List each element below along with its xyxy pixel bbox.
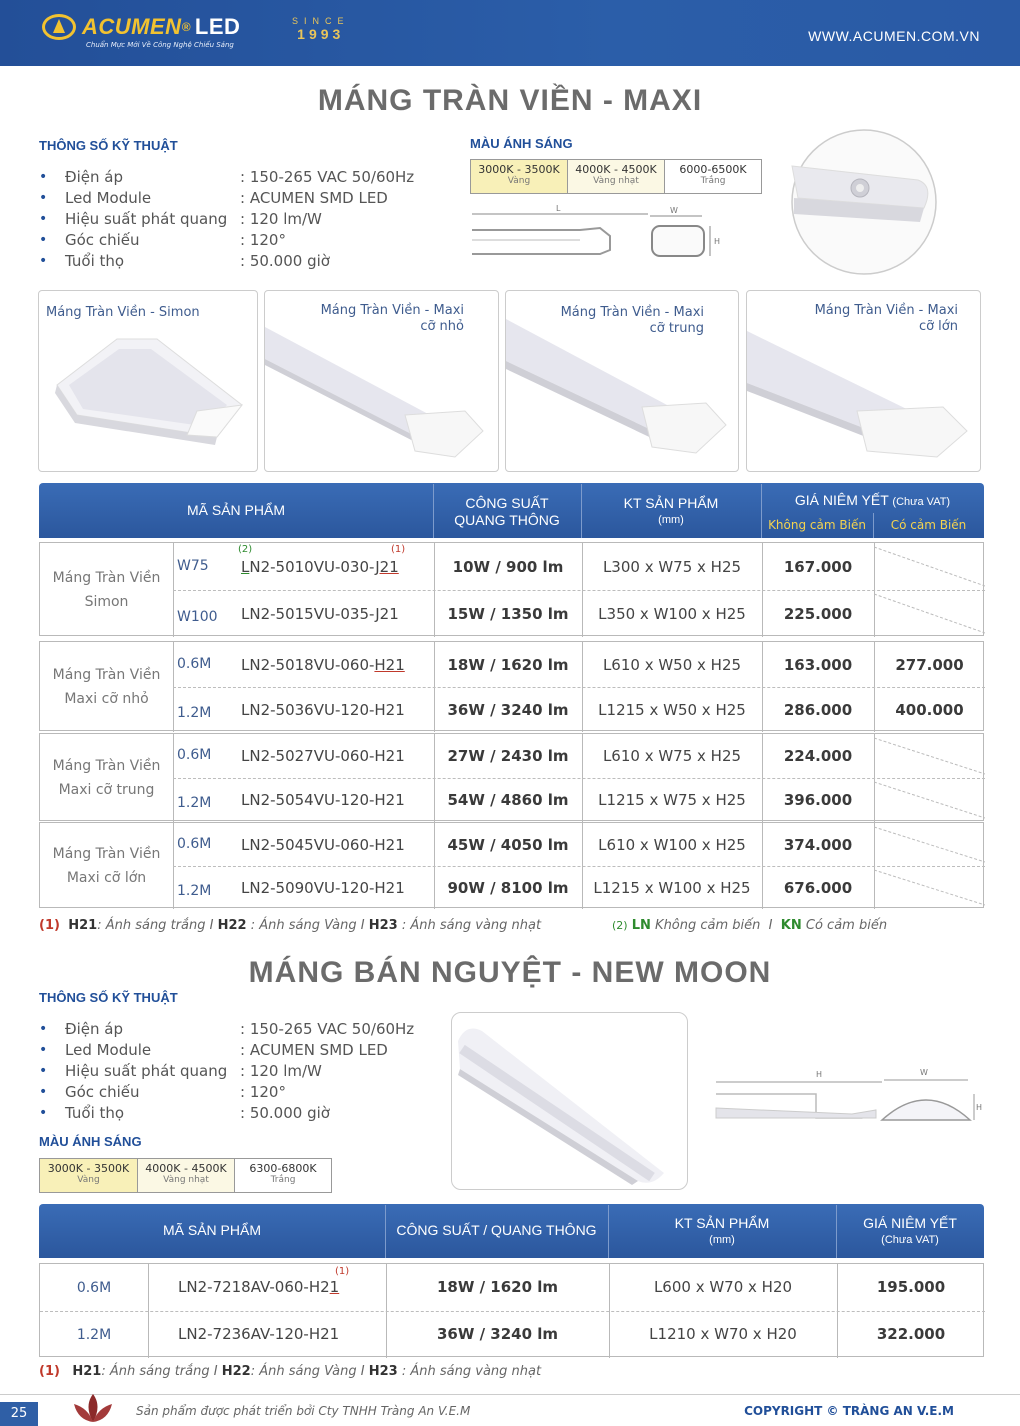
bullet-icon: • bbox=[39, 210, 48, 227]
footnote-marker: (1) bbox=[391, 543, 406, 555]
website-link[interactable]: WWW.ACUMEN.COM.VN bbox=[808, 28, 980, 44]
footnote-marker: (1) bbox=[335, 1266, 350, 1277]
spec-value: : 150-265 VAC 50/60Hz bbox=[240, 1020, 415, 1039]
color-swatch: 4000K - 4500K Vàng nhạt bbox=[138, 1159, 235, 1192]
product-card-maxi-small[interactable]: Máng Tràn Viền - Maxi cỡ nhỏ bbox=[264, 290, 499, 472]
size-variant: W100 bbox=[177, 608, 218, 625]
cell-price: 396.000 bbox=[783, 791, 853, 809]
maxi-small-lamp-image bbox=[265, 291, 499, 472]
spec-row bbox=[39, 167, 414, 188]
col-header-size: KT SẢN PHẨM (mm) bbox=[623, 495, 719, 526]
cell-power: 54W / 4860 lm bbox=[447, 791, 569, 809]
page-number: 25 bbox=[0, 1402, 38, 1426]
cell-power: 18W / 1620 lm bbox=[447, 655, 569, 674]
product-group-name: Máng Tràn Viền Maxi cỡ nhỏ bbox=[52, 667, 161, 707]
product-group bbox=[39, 542, 984, 636]
nm-col-header-size: KT SẢN PHẨM (mm) bbox=[674, 1215, 770, 1246]
sensor-closeup-image bbox=[788, 126, 940, 278]
spec-row bbox=[39, 250, 414, 271]
acumen-logo-icon bbox=[42, 14, 76, 40]
bullet-icon: • bbox=[39, 1021, 48, 1038]
product-code: LN2-5018VU-060-H21 bbox=[241, 655, 405, 674]
cell-price: 224.000 bbox=[783, 747, 853, 765]
color-swatch: 6300-6800K Trắng bbox=[235, 1159, 331, 1192]
spec-row bbox=[39, 1040, 414, 1061]
side-profile-shape bbox=[472, 228, 610, 254]
maxi-title: MÁNG TRÀN VIỀN - MAXI bbox=[317, 84, 703, 117]
product-group bbox=[39, 733, 984, 821]
cell-dim: L1215 x W75 x H25 bbox=[598, 791, 746, 809]
bullet-icon: • bbox=[39, 231, 48, 248]
empty-cell-slash bbox=[874, 590, 985, 637]
size-variant: 1.2M bbox=[177, 795, 212, 811]
cell-price: 374.000 bbox=[783, 835, 853, 854]
nm-col-header-code: MÃ SẢN PHẨM bbox=[162, 1222, 261, 1238]
cell-price-sensor: 277.000 bbox=[895, 655, 964, 674]
size-variant: W75 bbox=[177, 557, 209, 574]
cell-power: 18W / 1620 lm bbox=[436, 1278, 559, 1296]
product-code: LN2-5036VU-120-H21 bbox=[241, 700, 405, 719]
spec-row bbox=[39, 229, 414, 250]
footer-credit: Sản phẩm được phát triển bởi Cty TNHH Tràng An V.E.M bbox=[136, 1404, 471, 1418]
cell-dim: L1210 x W70 x H20 bbox=[649, 1325, 797, 1343]
dim-label-l: L bbox=[556, 204, 561, 213]
maxi-color-heading: MÀU ÁNH SÁNG bbox=[470, 136, 573, 151]
product-code: LN2-7218AV-060-H21 bbox=[178, 1278, 340, 1296]
dim-label-w: W bbox=[670, 206, 678, 215]
product-group-name: Máng Tràn Viền Maxi cỡ trung bbox=[52, 758, 161, 798]
cell-dim: L610 x W50 x H25 bbox=[602, 655, 742, 674]
spec-label: Điện áp bbox=[65, 1020, 124, 1039]
product-code: LN2-7236AV-120-H21 bbox=[178, 1325, 340, 1343]
product-card-maxi-large[interactable]: Máng Tràn Viền - Maxi cỡ lớn bbox=[746, 290, 981, 472]
spec-label: Điện áp bbox=[65, 168, 124, 187]
spec-label: Hiệu suất phát quang bbox=[65, 1061, 228, 1080]
spec-label: Tuổi thọ bbox=[65, 251, 125, 270]
cell-price: 322.000 bbox=[876, 1325, 946, 1343]
brand-logo: ACUMEN ® LED Chuẩn Mực Mới Về Công Nghệ Chiếu Sáng bbox=[42, 14, 240, 49]
product-code: LN2-5045VU-060-H21 bbox=[241, 835, 405, 854]
bullet-icon: • bbox=[39, 169, 48, 186]
product-code: LN2-5015VU-035-J21 bbox=[241, 604, 399, 623]
cell-power: 90W / 8100 lm bbox=[447, 878, 569, 897]
maxi-spec-list bbox=[39, 167, 414, 271]
cell-dim: L600 x W70 x H20 bbox=[653, 1278, 793, 1296]
newmoon-product-image-card[interactable] bbox=[451, 1012, 688, 1190]
color-swatch: 6000-6500K Trắng bbox=[665, 160, 761, 193]
brand-tagline: Chuẩn Mực Mới Về Công Nghệ Chiếu Sáng bbox=[86, 41, 234, 49]
bullet-icon: • bbox=[39, 1083, 48, 1100]
footer-copyright: COPYRIGHT © TRÀNG AN V.E.M bbox=[744, 1404, 954, 1418]
spec-value: : ACUMEN SMD LED bbox=[240, 1041, 388, 1060]
empty-cell-slash bbox=[874, 778, 985, 822]
cell-dim: L350 x W100 x H25 bbox=[598, 604, 746, 623]
cell-dim: L1215 x W100 x H25 bbox=[593, 878, 751, 897]
col-header-price: GIÁ NIÊM YẾT (Chưa VAT) bbox=[794, 492, 951, 508]
nm-dim-label-h-top: H bbox=[816, 1070, 823, 1079]
nm-dim-label-h: H bbox=[976, 1103, 982, 1112]
maxi-table-header bbox=[39, 483, 984, 538]
product-code: LN2-5090VU-120-H21 bbox=[241, 878, 405, 897]
cell-power: 10W / 900 lm bbox=[452, 557, 564, 576]
spec-row bbox=[39, 1061, 414, 1082]
cell-price: 676.000 bbox=[783, 878, 853, 897]
newmoon-color-swatches bbox=[39, 1158, 332, 1193]
product-group-name: Máng Tràn Viền Maxi cỡ lớn bbox=[52, 846, 161, 886]
spec-row bbox=[39, 188, 414, 209]
size-variant: 1.2M bbox=[76, 1327, 112, 1343]
cell-dim: L610 x W75 x H25 bbox=[602, 747, 742, 765]
color-swatch: 3000K - 3500K Vàng bbox=[40, 1159, 138, 1192]
product-card-simon[interactable]: Máng Tràn Viền - Simon bbox=[38, 290, 258, 472]
spec-label: Góc chiếu bbox=[65, 1082, 140, 1101]
cell-power: 27W / 2430 lm bbox=[447, 747, 569, 765]
cell-power: 36W / 3240 lm bbox=[436, 1325, 559, 1343]
maxi-large-lamp-image bbox=[747, 291, 981, 472]
footnote-marker: (2) bbox=[238, 543, 253, 555]
col-header-power: CÔNG SUẤT QUANG THÔNG bbox=[454, 495, 560, 528]
brand-suffix: LED bbox=[194, 14, 241, 39]
cell-dim: L300 x W75 x H25 bbox=[602, 557, 742, 576]
maxi-note-light-color: (1) H21: Ánh sáng trắng I H22 : Ánh sáng Vàng I H23 : Ánh sáng vàng nhạt bbox=[39, 918, 542, 933]
page-header bbox=[0, 0, 1020, 66]
spec-value: : 120° bbox=[240, 230, 286, 249]
cell-price: 225.000 bbox=[783, 604, 853, 623]
col-header-no-sensor: Không cảm Biến bbox=[768, 518, 866, 532]
product-group-name: Máng Tràn Viền Simon bbox=[52, 570, 161, 610]
cell-price-sensor: 400.000 bbox=[895, 700, 964, 719]
cell-price: 195.000 bbox=[876, 1278, 946, 1296]
empty-cell-slash bbox=[874, 543, 985, 590]
cell-power: 45W / 4050 lm bbox=[447, 835, 569, 854]
product-code: LN2-5010VU-030-J21 bbox=[241, 557, 399, 576]
size-variant: 0.6M bbox=[177, 835, 212, 852]
spec-label: Led Module bbox=[65, 189, 152, 208]
lotus-logo-icon bbox=[66, 1390, 120, 1426]
col-header-sensor: Có cảm Biến bbox=[890, 518, 967, 532]
bullet-icon: • bbox=[39, 1042, 48, 1059]
cell-price: 167.000 bbox=[783, 557, 853, 576]
footer-divider bbox=[0, 1394, 1020, 1395]
spec-value: : 120 lm/W bbox=[240, 209, 322, 228]
spec-row bbox=[39, 1019, 414, 1040]
spec-value: : 50.000 giờ bbox=[240, 1103, 330, 1122]
cell-power: 15W / 1350 lm bbox=[447, 604, 569, 623]
product-card-maxi-medium[interactable]: Máng Tràn Viền - Maxi cỡ trung bbox=[505, 290, 739, 472]
empty-cell-slash bbox=[874, 823, 985, 866]
spec-row bbox=[39, 1081, 414, 1102]
product-group bbox=[39, 822, 984, 908]
newmoon-dimension-drawing bbox=[712, 1064, 982, 1128]
since-badge: SINCE 1993 bbox=[292, 16, 350, 42]
bullet-icon: • bbox=[39, 252, 48, 269]
bullet-icon: • bbox=[39, 1104, 48, 1121]
newmoon-lamp-image bbox=[452, 1013, 688, 1190]
size-variant: 0.6M bbox=[76, 1280, 112, 1296]
spec-label: Hiệu suất phát quang bbox=[65, 209, 228, 228]
maxi-color-swatches bbox=[470, 159, 762, 194]
bullet-icon: • bbox=[39, 190, 48, 207]
nm-col-header-power: CÔNG SUẤT / QUANG THÔNG bbox=[396, 1222, 597, 1238]
end-profile-shape bbox=[652, 226, 704, 256]
spec-value: : 120° bbox=[240, 1082, 286, 1101]
size-variant: 0.6M bbox=[177, 747, 212, 763]
newmoon-note-light-color: (1) H21: Ánh sáng trắng I H22: Ánh sáng Vàng I H23 : Ánh sáng vàng nhạt bbox=[39, 1364, 542, 1379]
newmoon-rows bbox=[39, 1263, 984, 1357]
cell-price: 286.000 bbox=[783, 700, 853, 719]
color-swatch: 4000K - 4500K Vàng nhạt bbox=[568, 160, 665, 193]
spec-value: : ACUMEN SMD LED bbox=[240, 189, 388, 208]
newmoon-spec-list bbox=[39, 1019, 414, 1123]
size-variant: 0.6M bbox=[177, 655, 212, 672]
maxi-note-sensor: (2) LN Không cảm biến I KN Có cảm biến bbox=[612, 918, 888, 933]
dim-label-h: H bbox=[714, 237, 720, 246]
simon-lamp-image bbox=[47, 335, 252, 465]
color-swatch: 3000K - 3500K Vàng bbox=[471, 160, 568, 193]
maxi-dimension-drawing bbox=[470, 200, 720, 262]
newmoon-spec-heading: THÔNG SỐ KỸ THUẬT bbox=[39, 990, 178, 1005]
spec-row bbox=[39, 209, 414, 230]
empty-cell-slash bbox=[874, 734, 985, 778]
col-header-code: MÃ SẢN PHẨM bbox=[186, 502, 285, 518]
newmoon-color-heading: MÀU ÁNH SÁNG bbox=[39, 1134, 142, 1149]
nm-col-header-price: GIÁ NIÊM YẾT (Chưa VAT) bbox=[863, 1215, 957, 1246]
cell-price: 163.000 bbox=[783, 655, 853, 674]
size-variant: 1.2M bbox=[177, 704, 212, 721]
cell-power: 36W / 3240 lm bbox=[447, 700, 569, 719]
newmoon-table-header bbox=[39, 1204, 984, 1258]
spec-value: : 50.000 giờ bbox=[240, 251, 330, 270]
maxi-spec-heading: THÔNG SỐ KỸ THUẬT bbox=[39, 138, 178, 153]
product-group bbox=[39, 641, 984, 731]
spec-label: Góc chiếu bbox=[65, 230, 140, 249]
cell-dim: L1215 x W50 x H25 bbox=[598, 700, 746, 719]
cell-dim: L610 x W100 x H25 bbox=[598, 835, 746, 854]
spec-label: Tuổi thọ bbox=[65, 1103, 125, 1122]
nm-dim-label-w: W bbox=[920, 1068, 928, 1077]
bullet-icon: • bbox=[39, 1062, 48, 1079]
spec-label: Led Module bbox=[65, 1041, 152, 1060]
brand-name: ACUMEN bbox=[82, 14, 182, 39]
spec-value: : 150-265 VAC 50/60Hz bbox=[240, 168, 415, 187]
product-code: LN2-5054VU-120-H21 bbox=[241, 791, 405, 809]
maxi-medium-lamp-image bbox=[506, 291, 739, 472]
spec-value: : 120 lm/W bbox=[240, 1061, 322, 1080]
empty-cell-slash bbox=[874, 866, 985, 909]
size-variant: 1.2M bbox=[177, 882, 212, 899]
product-code: LN2-5027VU-060-H21 bbox=[241, 747, 405, 765]
spec-row bbox=[39, 1102, 414, 1123]
newmoon-title: MÁNG BÁN NGUYỆT - NEW MOON bbox=[248, 956, 772, 989]
